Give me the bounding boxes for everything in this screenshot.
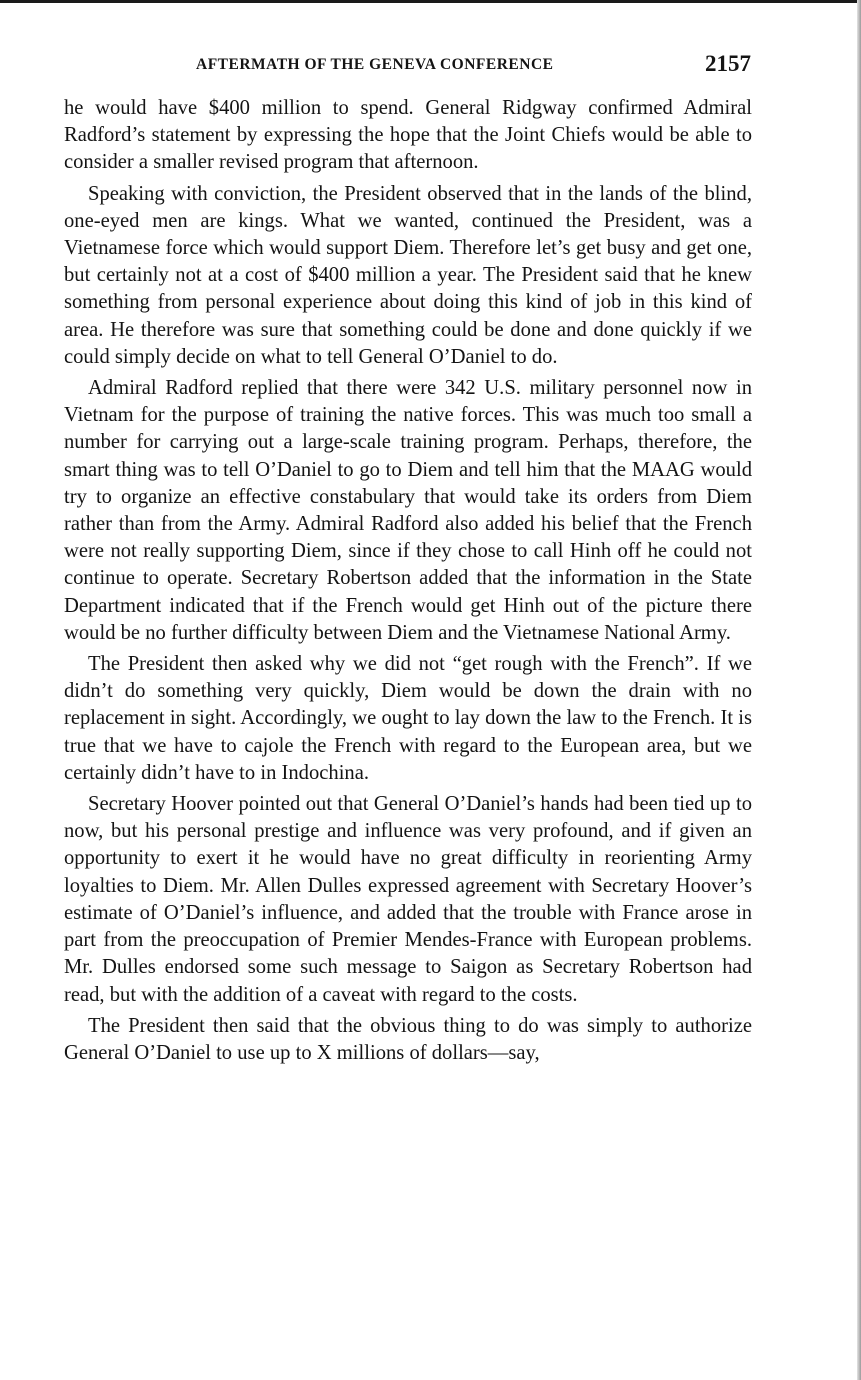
paragraph-radford-military-personnel: Admiral Radford replied that there were 342 U.S. military personnel now in Vietnam for the purpose of training the native forces. This was much too small a number for carrying out a large-scale training program. Perhaps, therefore, the smart thing was to tell O’Daniel to go to Diem and tell him that the MAAG would try to organize an effective constabulary that would take its orders from Diem rather than from the Army. Admiral Radford also added his belief that the French were not really supporting Diem, since if they chose to call Hinh off he could not continue to operate. Secretary Robertson added that the information in the State Department indicated that if the French would get Hinh out of the picture there would be no further difficulty between Diem and the Vietnamese National Army. <box>64 377 752 644</box>
running-head <box>64 52 753 82</box>
running-title: AFTERMATH OF THE GENEVA CONFERENCE <box>196 56 554 73</box>
page-top-rule <box>0 0 861 3</box>
paragraph-president-one-eyed-men: Speaking with conviction, the President observed that in the lands of the blind, one-eyed men are kings. What we wanted, continued the President, was a Vietnamese force which would support Diem. Therefore let’s get busy and get one, but certainly not at a cost of $400 million a year. The President said that he knew something from personal experience about doing this kind of job in this kind of area. He therefore was sure that something could be done and done quickly if we could simply decide on what to tell General O’Daniel to do. <box>64 182 752 368</box>
page-number: 2157 <box>705 51 751 76</box>
paragraph-authorize-odaniel: The President then said that the obvious thing to do was simply to authorize General O’Daniel to use up to X millions of dollars—say, <box>64 1014 752 1064</box>
document-body <box>64 95 752 1071</box>
paragraph-hoover-odaniel: Secretary Hoover pointed out that General O’Daniel’s hands had been tied up to now, but his personal prestige and influence was very profound, and if given an opportunity to exert it he would have no great difficulty in reorienting Army loyalties to Diem. Mr. Allen Dulles expressed agreement with Secretary Hoover’s estimate of O’Daniel’s influence, and added that the trouble with France arose in part from the preoccupation of Premier Mendes-France with European problems. Mr. Dulles endorsed some such message to Saigon as Secretary Robertson had read, but with the addition of a caveat with regard to the costs. <box>64 793 752 1006</box>
scan-page-edge <box>857 0 861 1380</box>
paragraph-get-rough-with-french: The President then asked why we did not “get rough with the French”. If we didn’t do something very quickly, Diem would be down the drain with no replacement in sight. Accordingly, we ought to lay down the law to the French. It is true that we have to cajole the French with regard to the European area, but we certainly didn’t have to in Indochina. <box>64 653 752 784</box>
paragraph-continued: he would have $400 million to spend. General Ridgway confirmed Admiral Radford’s statement by expressing the hope that the Joint Chiefs would be able to consider a smaller revised program that afternoon. <box>64 97 752 174</box>
